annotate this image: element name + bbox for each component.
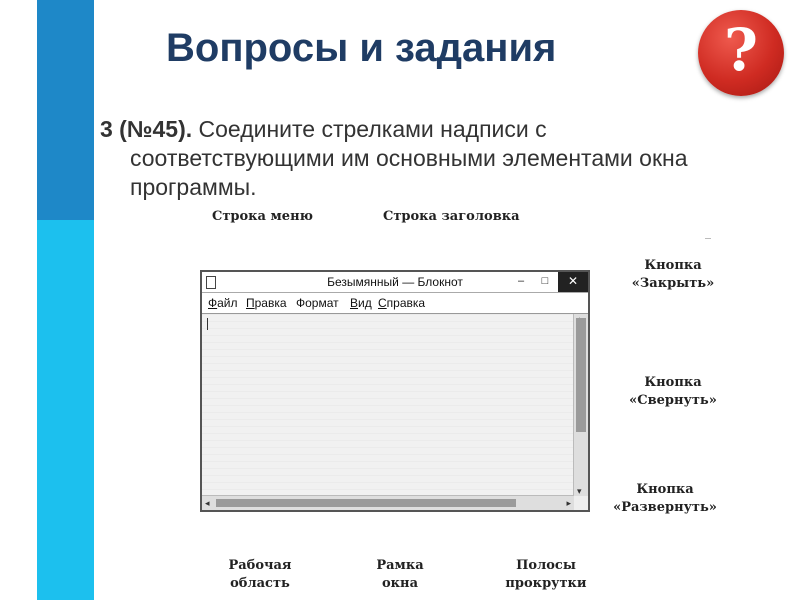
window-title-bar[interactable] [202, 272, 588, 293]
label-work-line2: область [230, 576, 290, 591]
menu-item-edit[interactable]: Правка [246, 296, 287, 310]
slide-title: Вопросы и задания [166, 26, 557, 70]
question-mark-icon: ? [724, 16, 758, 84]
label-minimize-line2: «Свернуть» [629, 393, 717, 408]
decorative-dash [705, 238, 711, 239]
question-badge [698, 10, 784, 96]
vertical-scrollbar[interactable] [573, 314, 588, 496]
label-frame-line2: окна [382, 576, 418, 591]
label-work-area [222, 557, 298, 593]
menu-item-file[interactable]: Файл [208, 296, 238, 310]
task-number: 3 (№45). [100, 116, 193, 142]
scroll-right-arrow-icon[interactable]: ▸ [566, 498, 571, 508]
scrollbar-corner [574, 496, 588, 510]
side-stripe-light [37, 220, 94, 600]
label-minimize-button [624, 374, 722, 410]
menu-item-format[interactable]: Формат [296, 296, 339, 310]
menu-bar [202, 293, 588, 314]
minimize-button[interactable]: – [517, 275, 525, 287]
label-menu-bar: Строка меню [212, 209, 313, 224]
label-close-line2: «Закрыть» [631, 276, 715, 291]
label-frame-line1: Рамка [376, 558, 424, 573]
side-stripe-dark [37, 0, 94, 220]
window-title: Безымянный — Блокнот [327, 275, 463, 289]
menu-item-help[interactable]: Справка [378, 296, 426, 310]
label-close-button [628, 257, 718, 293]
work-area[interactable] [202, 314, 574, 496]
text-caret [207, 318, 208, 330]
notepad-window [200, 270, 590, 512]
scroll-down-arrow-icon[interactable]: ▾ [577, 486, 582, 496]
close-button[interactable]: ✕ [558, 272, 588, 292]
label-window-frame [368, 557, 432, 593]
label-maximize-button [608, 481, 722, 517]
vertical-scroll-thumb[interactable] [576, 318, 586, 432]
label-close-line1: Кнопка [644, 258, 702, 273]
label-minimize-line1: Кнопка [644, 375, 702, 390]
label-maximize-line2: «Развернуть» [613, 500, 717, 515]
label-scrollbars [498, 557, 594, 593]
label-scroll-line1: Полосы [516, 558, 576, 573]
task-first-line: Соедините стрелками надписи с [198, 116, 547, 142]
task-text [100, 115, 790, 202]
label-title-bar: Строка заголовка [383, 209, 520, 224]
label-maximize-line1: Кнопка [636, 482, 694, 497]
horizontal-scroll-thumb[interactable] [216, 499, 516, 507]
menu-item-view[interactable]: Вид [350, 296, 372, 310]
scroll-left-arrow-icon[interactable]: ◂ [205, 498, 210, 508]
task-rest: соответствующими им основными элементами окна программы. [130, 145, 688, 200]
label-work-line1: Рабочая [228, 558, 292, 573]
horizontal-scrollbar[interactable] [202, 495, 574, 510]
maximize-button[interactable]: □ [541, 275, 549, 287]
label-scroll-line2: прокрутки [505, 576, 587, 591]
